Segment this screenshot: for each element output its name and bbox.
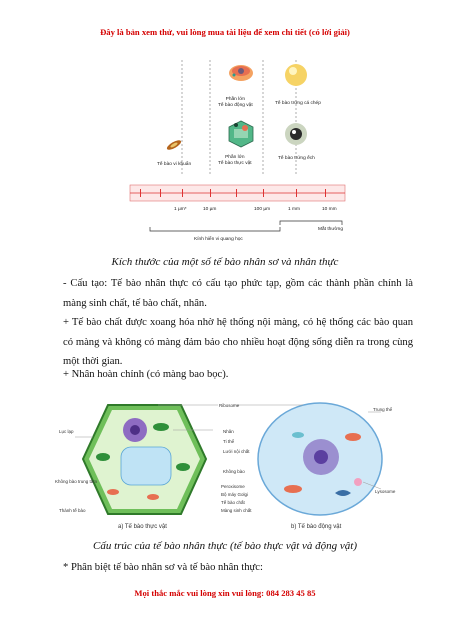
footer-contact: Mọi thắc mắc vui lòng xin vui lòng: 084 283 45 85 (134, 588, 316, 598)
figure-caption: Cấu trúc của tế bào nhân thực (tế bào thực vật và động vật) (92, 540, 358, 552)
mitochondria-label: Ti thể (223, 439, 235, 444)
paragraph: * Phân biệt tế bào nhân sơ và tế bào nhân thực: (63, 562, 263, 573)
plant-subcaption: a) Tế bào thực vật (118, 524, 167, 530)
frog-egg-label: Tế bào trứng ếch (278, 156, 315, 161)
cell-size-illustration (130, 55, 345, 250)
tick-label: 1 mm (288, 207, 300, 212)
cell-size-figure (130, 55, 345, 250)
frog-egg-icon (285, 123, 307, 145)
cell-wall-label: Thành tế bào (59, 508, 86, 513)
bacterium-icon (166, 138, 183, 151)
plant-cell-icon (229, 121, 253, 147)
carp-egg-label: Tế bào trứng cá chép (275, 101, 321, 106)
bacterium-label: Tế bào vi khuẩn (157, 162, 192, 167)
tick-label: 10 µm (203, 207, 217, 212)
structure-labels (55, 397, 396, 532)
microscope-label: Kính hiển vi quang học (194, 237, 243, 242)
plant-cell-label: Phần lớn Tế bào thực vật (218, 155, 252, 166)
lysosome-label: Lysosome (375, 489, 396, 494)
paragraph: + Tế bào chất được xoang hóa nhờ hệ thống nội màng, có hệ thống các bào quan có màng và không có màng đảm bảo cho nhiều hoạt động sống diễn ra trong cùng một thời gian. (63, 317, 413, 368)
central-vacuole-label: Không bào trung tâm (55, 479, 98, 484)
peroxisome-label: Peroxisome (221, 484, 245, 489)
figure-caption: Kích thước của một số tế bào nhân sơ và nhân thực (111, 256, 339, 268)
tick-label: 100 µm (254, 207, 271, 212)
naked-eye-label: Mắt thường (318, 227, 344, 232)
tick-label: 10 mm (322, 207, 337, 212)
header-banner: Đây là bản xem thử, vui lòng mua tài liệu để xem chi tiết (có lời giải) (100, 27, 350, 37)
golgi-label: Bộ máy Golgi (221, 492, 249, 497)
carp-egg-icon (285, 64, 307, 86)
tick-label: 1 µm* (174, 207, 187, 212)
vacuole-label: Không bào (223, 469, 245, 474)
paragraph: - Cấu tạo: Tế bào nhân thực có cấu tạo phức tạp, gồm các thành phần chính là màng sinh chất, tế bào chất, nhân. (63, 278, 413, 309)
membrane-label: Màng sinh chất (221, 508, 252, 513)
animal-cell-label: Phần lớn Tế bào động vật (218, 97, 253, 108)
centrosome-label: Trung thể (373, 407, 393, 412)
er-label: Lưới nội chất (223, 449, 250, 454)
chloroplast-label: Lục lạp (59, 429, 74, 434)
animal-subcaption: b) Tế bào động vật (291, 524, 342, 530)
cytoplasm-label: Tế bào chất (221, 500, 245, 505)
ribosome-label: Ribosome (219, 403, 240, 408)
cell-structure-figure (55, 397, 396, 532)
paragraph: + Nhân hoàn chỉnh (có màng bao bọc). (63, 369, 229, 380)
nucleus-label: Nhân (223, 429, 234, 434)
animal-cell-icon (229, 65, 253, 81)
